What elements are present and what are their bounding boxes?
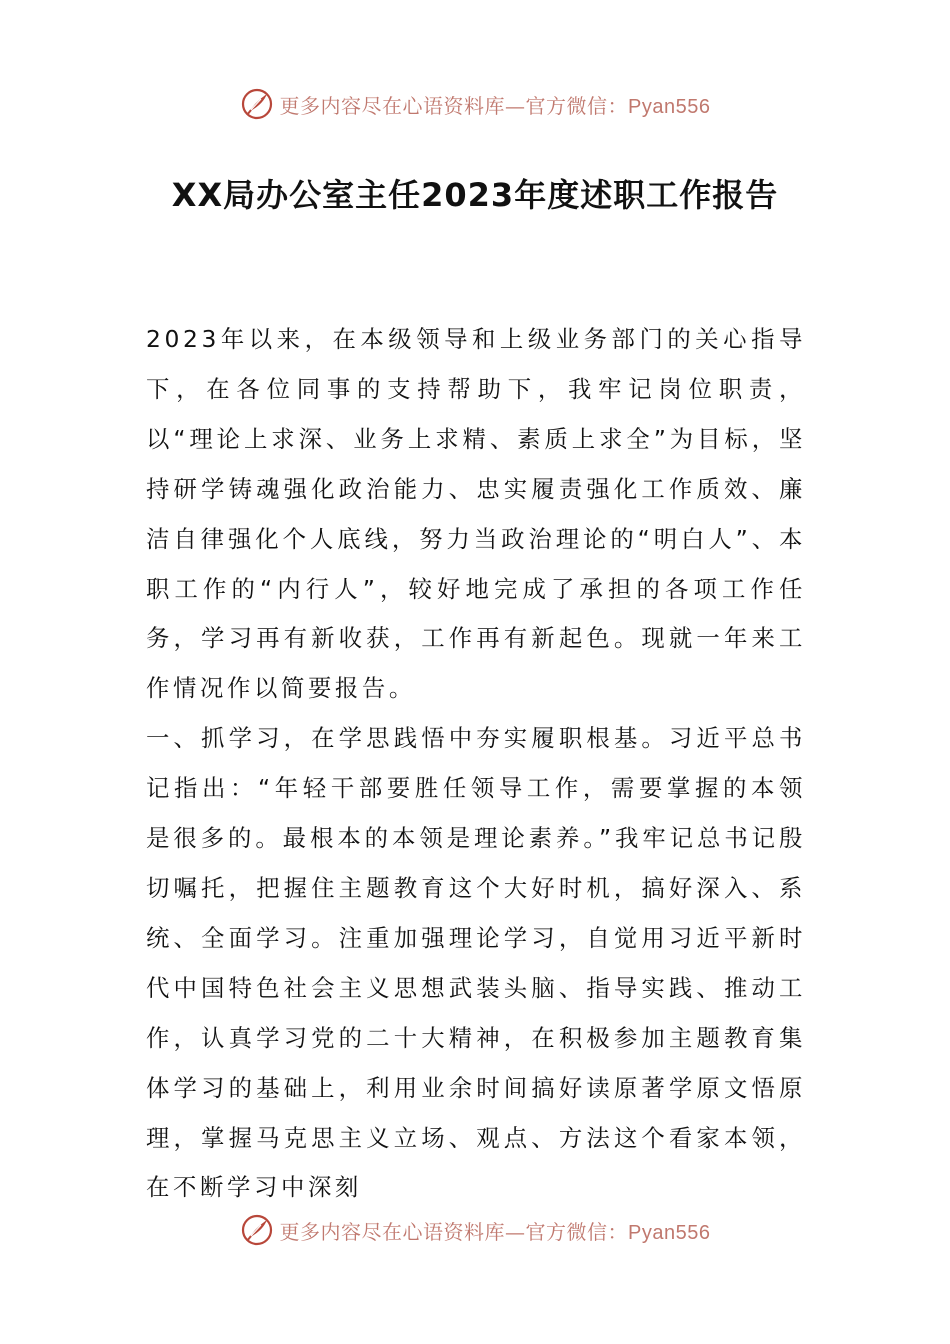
watermark-label: 更多内容尽在心语资料库 [279, 93, 506, 118]
document-title: XX局办公室主任2023年度述职工作报告 [171, 176, 779, 214]
watermark-text [280, 1216, 711, 1245]
watermark-header [0, 84, 950, 124]
watermark-official-prefix: 官方微信： [525, 1219, 629, 1244]
paragraph-section-one: 一、抓学习，在学思践悟中夯实履职根基。习近平总书记指出：“年轻干部要胜任领导工作，需要掌握的本领是很多的。最根本的本领是理论素养。”我牢记总书记殷切嘱托，把握住主题教育这个大好时机，搞好深入、系统、全面学习。注重加强理论学习，自觉用习近平新时代中国特色社会主义思想武装头脑、指导实践、推动工作，认真学习党的二十大精神，在积极参加主题教育集体学习的基础上，利用业余时间搞好读原著学原文悟原理，掌握马克思主义立场、观点、方法这个看家本领，在不断学习中深刻 [146, 724, 806, 1202]
watermark-official-prefix: 官方微信： [525, 93, 629, 118]
quill-pen-logo-icon [240, 87, 274, 121]
quill-pen-logo-icon [240, 1213, 274, 1247]
document-body [146, 315, 806, 1213]
watermark-footer [0, 1210, 950, 1250]
paragraph-intro: 2023年以来，在本级领导和上级业务部门的关心指导下，在各位同事的支持帮助下，我牢记岗位职责，以“理论上求深、业务上求精、素质上求全”为目标，坚持研学铸魂强化政治能力、忠实履责强化工作质效、廉洁自律强化个人底线，努力当政治理论的“明白人”、本职工作的“内行人”，较好地完成了承担的各项工作任务，学习再有新收获，工作再有新起色。现就一年来工作情况作以简要报告。 [146, 325, 806, 703]
watermark-text [280, 90, 711, 119]
watermark-separator: — [505, 93, 526, 118]
watermark-separator: — [505, 1219, 526, 1244]
watermark-label: 更多内容尽在心语资料库 [279, 1219, 506, 1244]
watermark-wechat-id: Pyan556 [628, 95, 711, 118]
watermark-wechat-id: Pyan556 [628, 1221, 711, 1244]
